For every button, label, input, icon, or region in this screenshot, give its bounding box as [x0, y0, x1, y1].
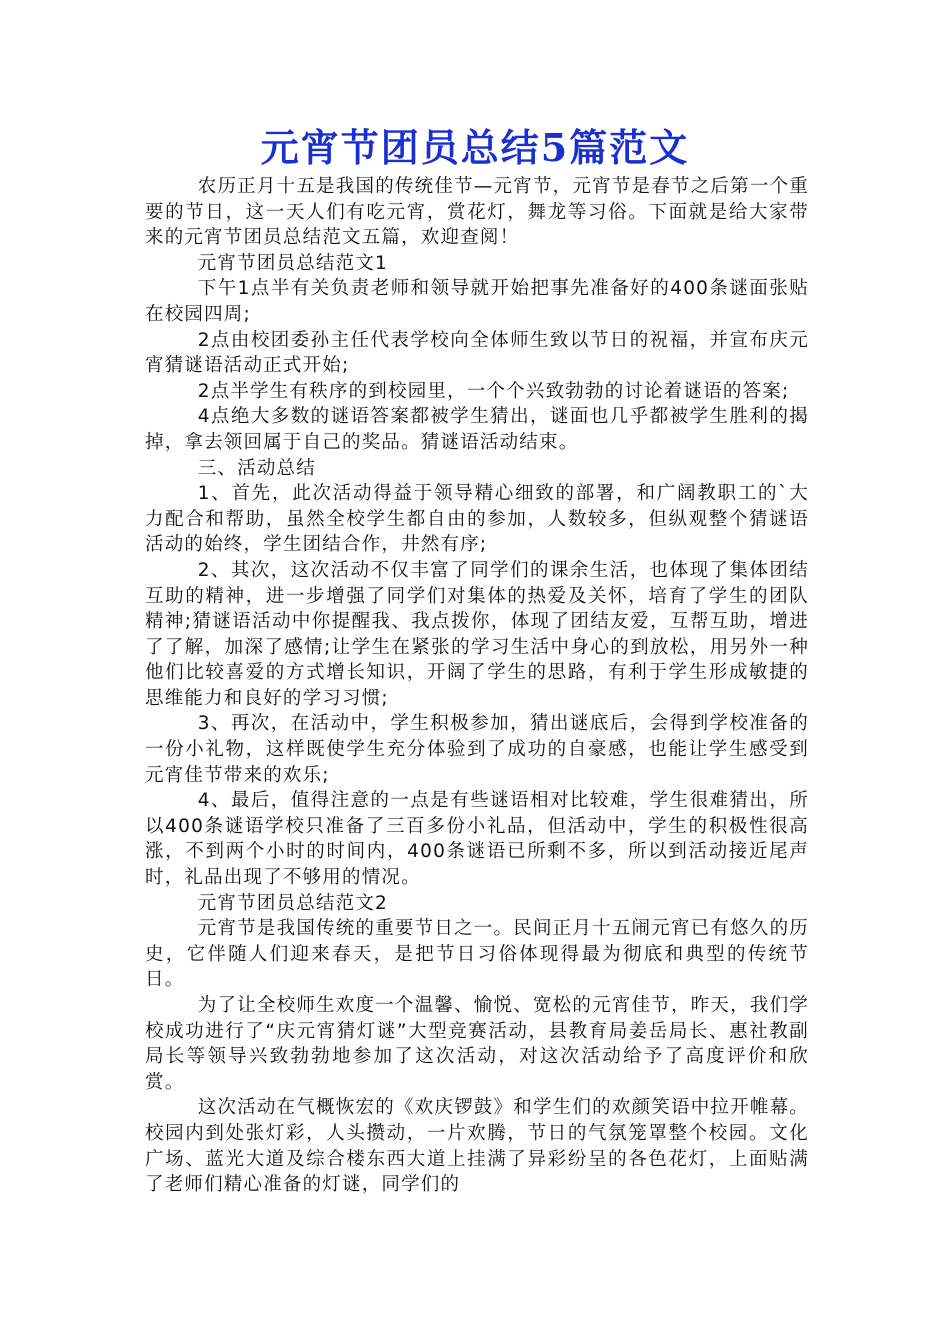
paragraph: 2点半学生有秩序的到校园里，一个个兴致勃勃的讨论着谜语的答案;	[197, 380, 790, 402]
paragraph: 1、首先，此次活动得益于领导精心细致的部署，和广阔教职工的`大力配合和帮助，虽然全校学生都自由的参加，人数较多，但纵观整个猜谜语活动的始终，学生团结合作，井然有序;	[145, 483, 809, 556]
paragraph: 4、最后，值得注意的一点是有些谜语相对比较难，学生很难猜出，所以400条谜语学校只准备了三百多份小礼品，但活动中，学生的积极性很高涨，不到两个小时的时间内，400条谜语已所剩不多，所以到活动接近尾声时，礼品出现了不够用的情况。	[145, 790, 809, 889]
section-heading-2: 元宵节团员总结范文2	[197, 892, 388, 914]
paragraph-intro: 农历正月十五是我国的传统佳节—元宵节，元宵节是春节之后第一个重要的节日，这一天人们有吃元宵，赏花灯，舞龙等习俗。下面就是给大家带来的元宵节团员总结范文五篇，欢迎查阅！	[145, 176, 809, 249]
paragraph: 4点绝大多数的谜语答案都被学生猜出，谜面也几乎都被学生胜利的揭掉，拿去领回属于自己的奖品。猜谜语活动结束。	[145, 406, 809, 453]
paragraph: 这次活动在气概恢宏的《欢庆锣鼓》和学生们的欢颜笑语中拉开帷幕。校园内到处张灯彩，人头攒动，一片欢腾，节日的气氛笼罩整个校园。文化广场、蓝光大道及综合楼东西大道上挂满了异彩纷呈的各色花灯，上面贴满了老师们精心准备的灯谜，同学们的	[145, 1097, 809, 1196]
document-body	[145, 174, 809, 1198]
paragraph: 为了让全校师生欢度一个温馨、愉悦、宽松的元宵佳节，昨天，我们学校成功进行了“庆元宵猜灯谜”大型竞赛活动，县教育局姜岳局长、惠社教副局长等领导兴致勃勃地参加了这次活动，对这次活动给予了高度评价和欣赏。	[145, 995, 809, 1093]
paragraph: 元宵节是我国传统的重要节日之一。民间正月十五闹元宵已有悠久的历史，它伴随人们迎来春天，是把节日习俗体现得最为彻底和典型的传统节日。	[145, 918, 809, 991]
paragraph: 2、其次，这次活动不仅丰富了同学们的课余生活，也体现了集体团结互助的精神，进一步增强了同学们对集体的热爱及关怀，培育了学生的团队精神;猜谜语活动中你提醒我、我点拨你，体现了团结友爱，互帮互助，增进了了解，加深了感情;让学生在紧张的学习生活中身心的到放松，用另外一种他们比较喜爱的方式增长知识，开阔了学生的思路，有利于学生形成敏捷的思维能力和良好的学习习惯;	[145, 559, 809, 709]
paragraph: 3、再次，在活动中，学生积极参加，猜出谜底后，会得到学校准备的一份小礼物，这样既使学生充分体验到了成功的自豪感，也能让学生感受到元宵佳节带来的欢乐;	[145, 713, 809, 786]
section-heading-1: 元宵节团员总结范文1	[197, 252, 388, 274]
paragraph: 下午1点半有关负责老师和领导就开始把事先准备好的400条谜面张贴在校园四周;	[145, 278, 809, 325]
document-title: 元宵节团员总结5篇范文	[260, 125, 690, 170]
paragraph: 2点由校团委孙主任代表学校向全体师生致以节日的祝福，并宣布庆元宵猜谜语活动正式开始;	[145, 329, 809, 377]
section-heading-summary: 三、活动总结	[197, 457, 316, 479]
